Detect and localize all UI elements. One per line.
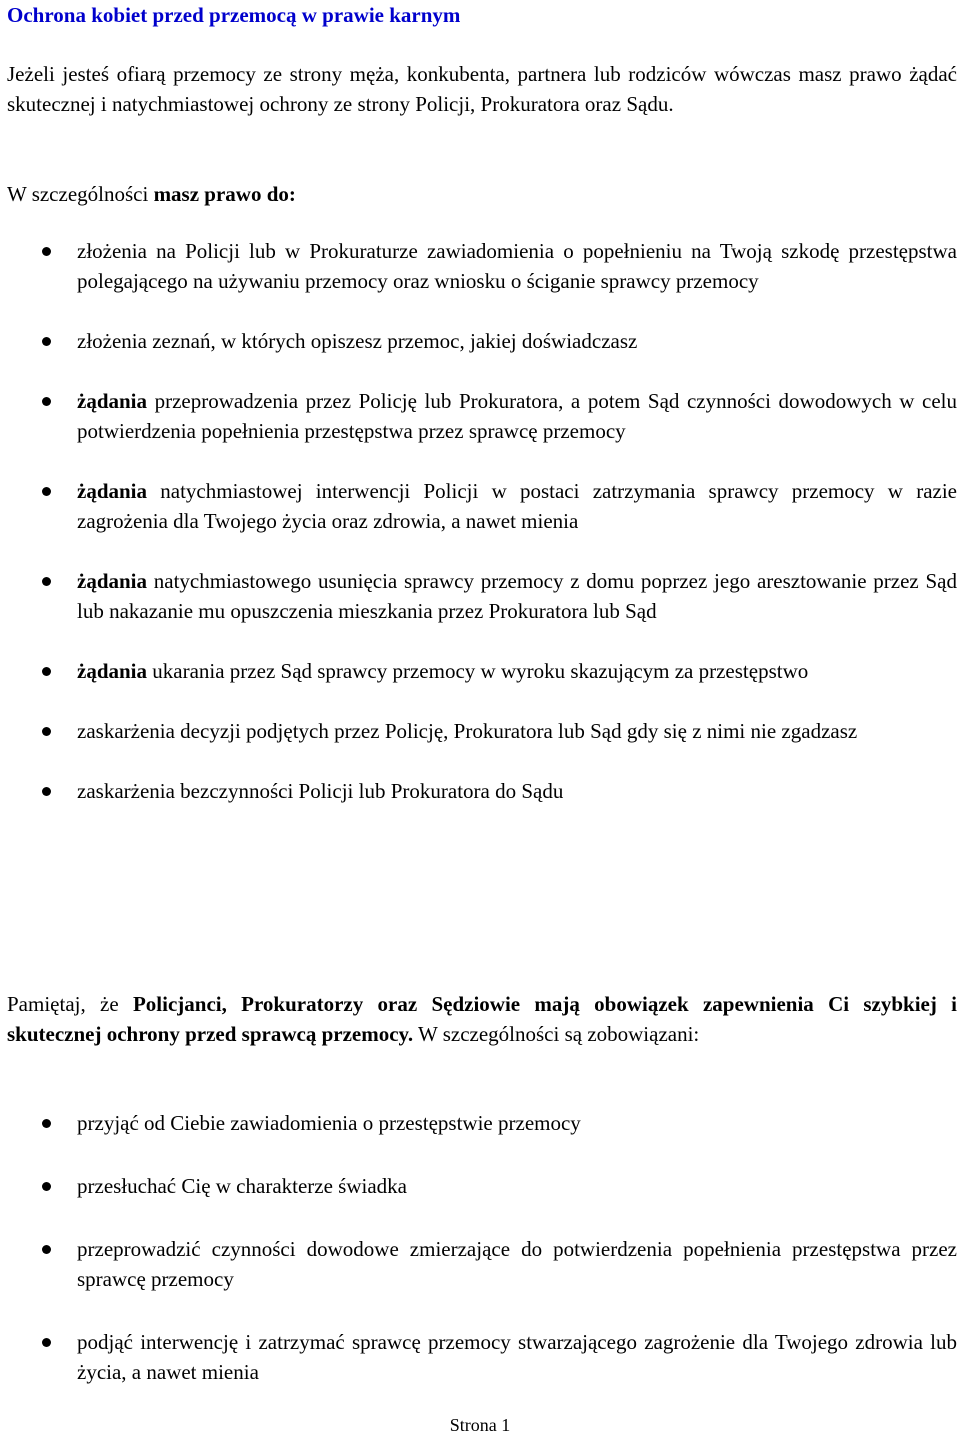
obligations-lead-bold: Policjanci, Prokuratorzy oraz Sędziowie mają obowiązek zapewnienia Ci szybkiej i skutecznej ochrony przed sprawcą przemocy. xyxy=(7,992,957,1046)
obligations-lead-suffix: W szczególności są zobowiązani: xyxy=(413,1022,700,1046)
rights-lead-bold: masz prawo do: xyxy=(153,182,296,206)
bullet-icon xyxy=(42,727,51,736)
list-item-bold: żądania xyxy=(77,569,148,593)
bullet-icon xyxy=(42,397,51,406)
list-item-text: przeprowadzić czynności dowodowe zmierzające do potwierdzenia popełnienia przestępstwa przez sprawcę przemocy xyxy=(77,1237,957,1291)
list-item-body: złożenia zeznań, w których opiszesz przemoc, jakiej doświadczasz xyxy=(77,329,638,353)
list-item-text xyxy=(77,776,957,806)
list-item-text: przesłuchać Cię w charakterze świadka xyxy=(77,1174,407,1198)
list-item xyxy=(7,1327,957,1387)
list-item-text xyxy=(77,386,957,446)
list-item xyxy=(7,566,957,626)
bullet-icon xyxy=(42,1182,51,1191)
obligations-lead-prefix: Pamiętaj, że xyxy=(7,992,133,1016)
list-item xyxy=(7,716,957,746)
bullet-icon xyxy=(42,787,51,796)
bullet-icon xyxy=(42,337,51,346)
list-item xyxy=(7,386,957,446)
rights-lead-prefix: W szczególności xyxy=(7,182,154,206)
bullet-icon xyxy=(42,1338,51,1347)
list-item-bold: żądania xyxy=(77,389,148,413)
rights-lead-paragraph xyxy=(7,179,957,209)
list-item-text: podjąć interwencję i zatrzymać sprawcę przemocy stwarzającego zagrożenie dla Twojego zdrowia lub życia, a nawet mienia xyxy=(77,1330,957,1384)
bullet-icon xyxy=(42,577,51,586)
document-title: Ochrona kobiet przed przemocą w prawie karnym xyxy=(7,3,461,27)
list-item xyxy=(7,776,957,806)
list-item-body: zaskarżenia decyzji podjętych przez Policję, Prokuratora lub Sąd gdy się z nimi nie zgadzasz xyxy=(77,719,858,743)
bullet-icon xyxy=(42,487,51,496)
bullet-icon xyxy=(42,1119,51,1128)
list-item-text: przyjąć od Ciebie zawiadomienia o przestępstwie przemocy xyxy=(77,1111,581,1135)
list-item xyxy=(7,1234,957,1294)
bullet-icon xyxy=(42,1245,51,1254)
list-item-text xyxy=(77,476,957,536)
list-item-text xyxy=(77,566,957,626)
rights-list xyxy=(7,236,957,836)
list-item xyxy=(7,236,957,296)
list-item-text xyxy=(77,656,957,686)
intro-paragraph: Jeżeli jesteś ofiarą przemocy ze strony męża, konkubenta, partnera lub rodziców wówczas masz prawo żądać skutecznej i natychmiastowej ochrony ze strony Policji, Prokuratora oraz Sądu. xyxy=(7,62,957,116)
list-item-body: złożenia na Policji lub w Prokuraturze zawiadomienia o popełnieniu na Twoją szkodę przestępstwa polegającego na używaniu przemocy oraz wniosku o ściganie sprawcy przemocy xyxy=(77,239,957,293)
list-item-body: przeprowadzenia przez Policję lub Prokuratora, a potem Sąd czynności dowodowych w celu potwierdzenia popełnienia przestępstwa przez sprawcę przemocy xyxy=(77,389,957,443)
page-number: Strona 1 xyxy=(449,1415,511,1435)
bullet-icon xyxy=(42,247,51,256)
list-item-body: natychmiastowej interwencji Policji w postaci zatrzymania sprawcy przemocy w razie zagrożenia dla Twojego życia oraz zdrowia, a nawet mienia xyxy=(77,479,957,533)
obligations-list xyxy=(7,1108,957,1420)
list-item-bold: żądania xyxy=(77,479,148,503)
list-item xyxy=(7,1108,957,1138)
list-item xyxy=(7,326,957,356)
list-item-body: zaskarżenia bezczynności Policji lub Prokuratora do Sądu xyxy=(77,779,564,803)
list-item xyxy=(7,1171,957,1201)
list-item xyxy=(7,476,957,536)
list-item xyxy=(7,656,957,686)
obligations-lead-paragraph xyxy=(7,989,957,1049)
list-item-body: ukarania przez Sąd sprawcy przemocy w wyroku skazującym za przestępstwo xyxy=(147,659,809,683)
list-item-text xyxy=(77,326,957,356)
list-item-text xyxy=(77,716,957,746)
list-item-bold: żądania xyxy=(77,659,148,683)
list-item-body: natychmiastowego usunięcia sprawcy przemocy z domu poprzez jego aresztowanie przez Sąd lub nakazanie mu opuszczenia mieszkania przez Prokuratora lub Sąd xyxy=(77,569,957,623)
list-item-text xyxy=(77,236,957,296)
bullet-icon xyxy=(42,667,51,676)
